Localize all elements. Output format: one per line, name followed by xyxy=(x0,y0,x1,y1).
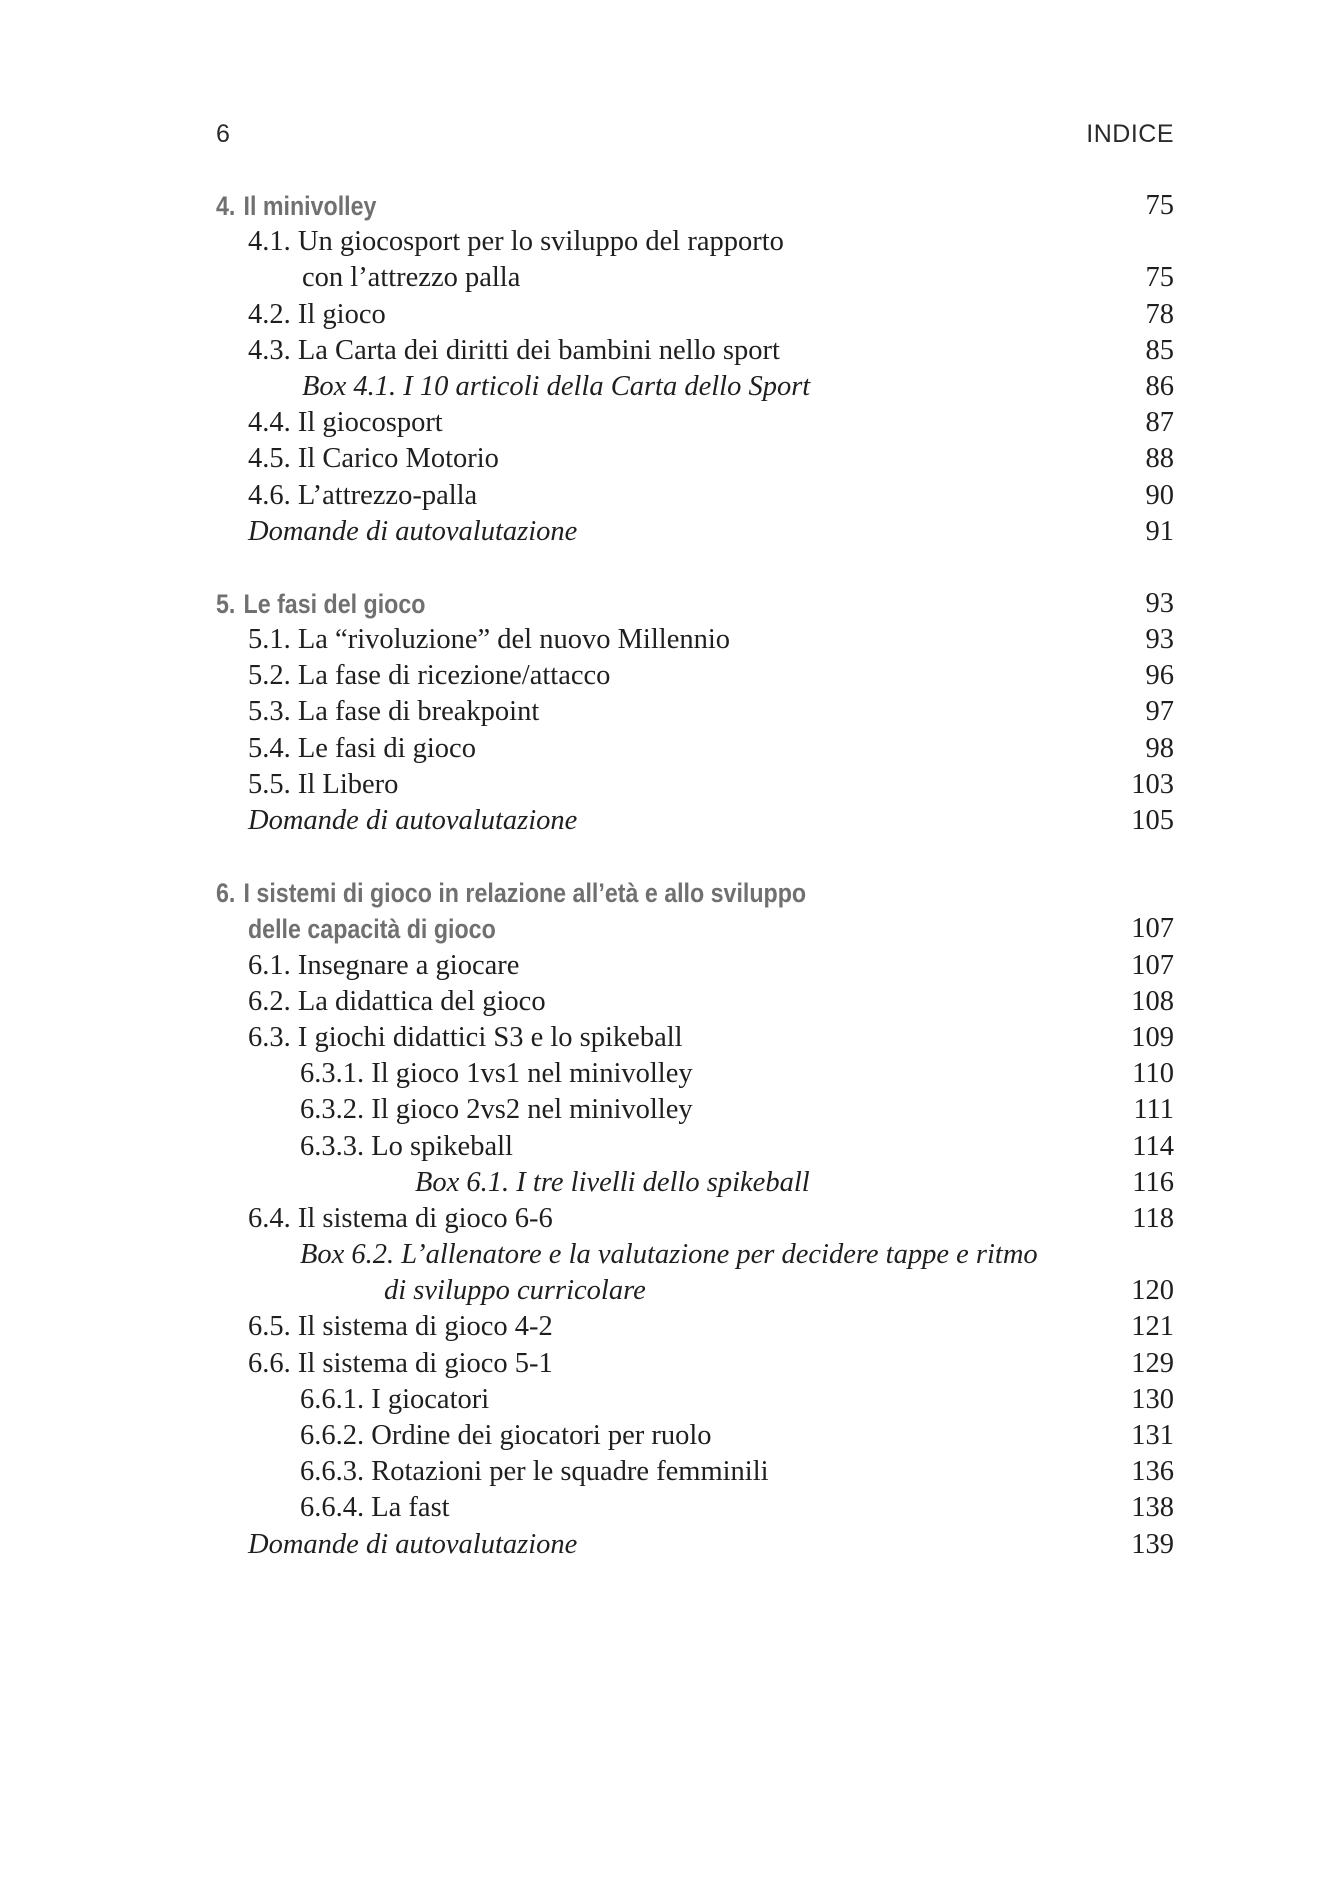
entry-title: 5.1. La “rivoluzione” del nuovo Millennio xyxy=(248,624,731,656)
entry-page: 93 xyxy=(1145,624,1174,656)
entry-page: 121 xyxy=(1131,1311,1174,1343)
entry-title: 6.4. Il sistema di gioco 6-6 xyxy=(248,1202,553,1234)
chapter-title: Le fasi del gioco xyxy=(243,588,426,619)
entry-page: 98 xyxy=(1145,732,1174,764)
entry-page: 129 xyxy=(1131,1347,1174,1379)
entry-title: 4.1. Un giocosport per lo sviluppo del rapporto xyxy=(248,226,784,258)
entry-page: 114 xyxy=(1132,1130,1174,1162)
toc-entry xyxy=(216,984,1174,1020)
chapter-page: 107 xyxy=(1131,913,1174,945)
entry-title: con l’attrezzo palla xyxy=(302,262,521,294)
page-header xyxy=(216,120,1174,156)
entry-title: 6.6.2. Ordine dei giocatori per ruolo xyxy=(300,1420,712,1451)
entry-title: 5.3. La fase di breakpoint xyxy=(248,696,540,728)
entry-page: 88 xyxy=(1145,443,1174,475)
entry-title: 6.1. Insegnare a giocare xyxy=(248,949,520,981)
entry-page: 139 xyxy=(1131,1528,1174,1560)
toc-entry xyxy=(216,1309,1174,1345)
entry-title: 5.5. Il Libero xyxy=(248,768,399,800)
entry-title: Domande di autovalutazione xyxy=(248,1528,578,1560)
entry-title: 6.3.2. Il gioco 2vs2 nel minivolley xyxy=(300,1094,693,1126)
chapter-6 xyxy=(216,875,1174,1563)
toc-entry xyxy=(216,658,1174,694)
entry-title: 6.6.1. I giocatori xyxy=(300,1383,490,1415)
toc-box-entry xyxy=(216,369,1174,405)
entry-page: 91 xyxy=(1145,515,1174,547)
entry-page: 75 xyxy=(1145,262,1174,294)
entry-page: 108 xyxy=(1131,985,1174,1017)
chapter-title: I sistemi di gioco in relazione all’età e allo sviluppo xyxy=(243,878,807,909)
entry-page: 111 xyxy=(1133,1094,1174,1126)
entry-title: 6.6.4. La fast xyxy=(300,1492,450,1524)
chapter-number: 4. xyxy=(216,191,236,221)
entry-title: 6.2. La didattica del gioco xyxy=(248,985,546,1017)
toc-self-assessment xyxy=(216,1527,1174,1563)
toc-entry xyxy=(216,694,1174,730)
running-head: INDICE xyxy=(1086,120,1174,148)
toc-entry xyxy=(216,1056,1174,1092)
chapter-heading xyxy=(216,875,1174,911)
toc-entry xyxy=(216,333,1174,369)
toc-entry xyxy=(216,1346,1174,1382)
toc-entry xyxy=(216,1490,1174,1526)
entry-page: 85 xyxy=(1145,334,1174,366)
entry-title: 5.4. Le fasi di gioco xyxy=(248,732,476,764)
entry-title: 6.3.1. Il gioco 1vs1 nel minivolley xyxy=(300,1058,693,1090)
chapter-title: Il minivolley xyxy=(243,191,377,221)
entry-page: 96 xyxy=(1145,660,1174,692)
table-of-contents xyxy=(216,188,1174,1599)
entry-title: 6.5. Il sistema di gioco 4-2 xyxy=(248,1311,553,1343)
entry-page: 87 xyxy=(1145,407,1174,439)
page-number: 6 xyxy=(216,120,231,148)
entry-page: 103 xyxy=(1131,768,1174,800)
toc-entry xyxy=(216,224,1174,260)
toc-entry xyxy=(216,405,1174,441)
chapter-number: 5. xyxy=(216,588,236,619)
toc-entry xyxy=(216,622,1174,658)
toc-box-entry xyxy=(216,1165,1174,1201)
entry-title: di sviluppo curricolare xyxy=(384,1275,646,1307)
entry-page: 118 xyxy=(1132,1202,1174,1234)
chapter-page: 93 xyxy=(1145,587,1174,619)
toc-entry xyxy=(216,260,1174,296)
toc-entry xyxy=(216,1454,1174,1490)
toc-entry xyxy=(216,1201,1174,1237)
entry-title: 5.2. La fase di ricezione/attacco xyxy=(248,660,611,692)
entry-title: 6.3. I giochi didattici S3 e lo spikeball xyxy=(248,1021,683,1053)
entry-page: 105 xyxy=(1131,805,1174,836)
toc-self-assessment xyxy=(216,514,1174,550)
toc-entry xyxy=(216,1020,1174,1056)
chapter-heading-continued xyxy=(216,911,1174,947)
entry-page: 131 xyxy=(1131,1420,1174,1451)
chapter-heading xyxy=(216,188,1174,224)
chapter-heading xyxy=(216,586,1174,622)
chapter-5 xyxy=(216,586,1174,839)
toc-self-assessment xyxy=(216,803,1174,839)
entry-title: 6.3.3. Lo spikeball xyxy=(300,1130,513,1162)
entry-title: 4.6. L’attrezzo-palla xyxy=(248,479,478,511)
toc-entry xyxy=(216,1129,1174,1165)
entry-page: 90 xyxy=(1145,479,1174,511)
chapter-page: 75 xyxy=(1145,190,1174,221)
entry-title: 4.2. Il gioco xyxy=(248,298,386,330)
entry-title: 4.3. La Carta dei diritti dei bambini nello sport xyxy=(248,334,780,366)
chapter-4 xyxy=(216,188,1174,550)
entry-page: 136 xyxy=(1131,1456,1174,1488)
toc-entry xyxy=(216,767,1174,803)
entry-page: 97 xyxy=(1145,696,1174,728)
entry-title: Box 6.1. I tre livelli dello spikeball xyxy=(415,1166,810,1198)
entry-page: 109 xyxy=(1131,1021,1174,1053)
entry-title: Domande di autovalutazione xyxy=(248,805,578,836)
entry-title: Box 6.2. L’allenatore e la valutazione per decidere tappe e ritmo xyxy=(300,1239,1038,1271)
toc-entry xyxy=(216,1092,1174,1128)
toc-entry xyxy=(216,731,1174,767)
entry-page: 116 xyxy=(1132,1166,1174,1198)
entry-page: 130 xyxy=(1131,1383,1174,1415)
entry-page: 138 xyxy=(1131,1492,1174,1524)
toc-box-entry xyxy=(216,1273,1174,1309)
toc-entry xyxy=(216,297,1174,333)
chapter-title-continued: delle capacità di gioco xyxy=(248,914,496,945)
toc-entry xyxy=(216,1382,1174,1418)
entry-title: Box 4.1. I 10 articoli della Carta dello Sport xyxy=(302,370,811,402)
toc-entry xyxy=(216,441,1174,477)
entry-title: 6.6. Il sistema di gioco 5-1 xyxy=(248,1347,553,1379)
entry-page: 86 xyxy=(1145,370,1174,402)
toc-entry xyxy=(216,1418,1174,1454)
entry-page: 78 xyxy=(1145,298,1174,330)
entry-title: Domande di autovalutazione xyxy=(248,515,578,547)
entry-page: 107 xyxy=(1131,949,1174,981)
toc-entry xyxy=(216,948,1174,984)
chapter-number: 6. xyxy=(216,878,236,909)
toc-entry xyxy=(216,478,1174,514)
entry-title: 4.5. Il Carico Motorio xyxy=(248,443,499,475)
toc-box-entry xyxy=(216,1237,1174,1273)
entry-title: 6.6.3. Rotazioni per le squadre femminili xyxy=(300,1456,769,1488)
entry-page: 120 xyxy=(1131,1275,1174,1307)
entry-title: 4.4. Il giocosport xyxy=(248,407,443,439)
entry-page: 110 xyxy=(1132,1058,1174,1090)
